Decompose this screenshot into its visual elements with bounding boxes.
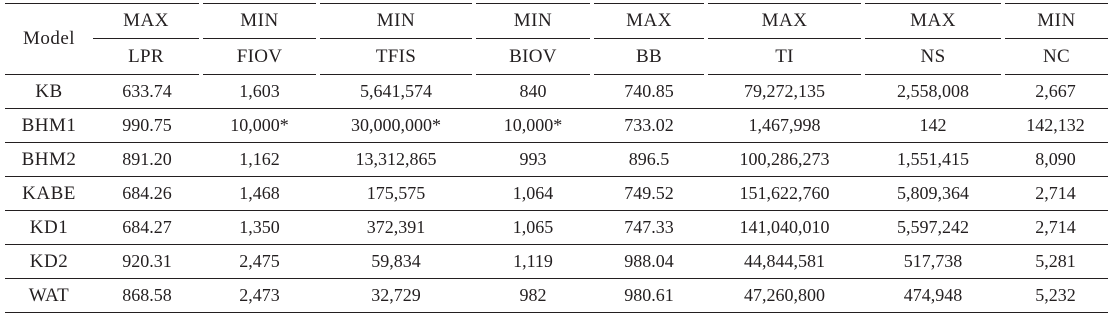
metric-header: NC [1003,39,1108,75]
table-cell: 993 [474,143,592,177]
table-cell: 474,948 [863,279,1003,313]
table-cell: 1,119 [474,245,592,279]
table-cell: 175,575 [318,177,474,211]
table-cell: 47,260,800 [706,279,863,313]
direction-header: MIN [1003,4,1108,39]
model-name-cell: KABE [5,177,93,211]
table-cell: 59,834 [318,245,474,279]
table-cell: 8,090 [1003,143,1108,177]
direction-header: MAX [863,4,1003,39]
metric-header: BB [592,39,706,75]
table-cell: 2,714 [1003,211,1108,245]
table-cell: 5,809,364 [863,177,1003,211]
direction-header-row [5,4,1108,39]
metric-header-row [5,39,1108,75]
table-row [5,75,1108,109]
direction-header: MIN [474,4,592,39]
table-header [5,4,1108,75]
table-cell: 1,162 [201,143,318,177]
table-row [5,109,1108,143]
table-cell: 747.33 [592,211,706,245]
table-cell: 2,667 [1003,75,1108,109]
table-cell: 733.02 [592,109,706,143]
table-cell: 2,558,008 [863,75,1003,109]
direction-header: MAX [706,4,863,39]
table-cell: 5,641,574 [318,75,474,109]
table-cell: 100,286,273 [706,143,863,177]
direction-header: MIN [201,4,318,39]
metric-header: FIOV [201,39,318,75]
table-cell: 982 [474,279,592,313]
table-cell: 44,844,581 [706,245,863,279]
table-cell: 10,000* [201,109,318,143]
table-row [5,279,1108,313]
table-cell: 5,597,242 [863,211,1003,245]
table-cell: 740.85 [592,75,706,109]
table-cell: 990.75 [93,109,201,143]
metric-header: BIOV [474,39,592,75]
table-row [5,143,1108,177]
table-cell: 79,272,135 [706,75,863,109]
table-cell: 891.20 [93,143,201,177]
model-name-cell: BHM1 [5,109,93,143]
table-cell: 2,473 [201,279,318,313]
table-cell: 30,000,000* [318,109,474,143]
table-cell: 1,064 [474,177,592,211]
table-cell: 5,281 [1003,245,1108,279]
table-cell: 10,000* [474,109,592,143]
model-name-cell: BHM2 [5,143,93,177]
table-cell: 896.5 [592,143,706,177]
table-cell: 633.74 [93,75,201,109]
table-cell: 1,468 [201,177,318,211]
direction-header: MAX [93,4,201,39]
table-cell: 142 [863,109,1003,143]
table-cell: 868.58 [93,279,201,313]
results-table [5,3,1108,313]
table-cell: 1,350 [201,211,318,245]
table-cell: 13,312,865 [318,143,474,177]
table-cell: 5,232 [1003,279,1108,313]
table-cell: 920.31 [93,245,201,279]
table-cell: 142,132 [1003,109,1108,143]
table-body [5,75,1108,313]
table-cell: 32,729 [318,279,474,313]
table-cell: 1,603 [201,75,318,109]
table-cell: 684.26 [93,177,201,211]
table-row [5,245,1108,279]
model-name-cell: KB [5,75,93,109]
table-cell: 1,551,415 [863,143,1003,177]
table-cell: 1,467,998 [706,109,863,143]
metric-header: TI [706,39,863,75]
metric-header: LPR [93,39,201,75]
table-cell: 749.52 [592,177,706,211]
model-name-cell: KD1 [5,211,93,245]
table-cell: 988.04 [592,245,706,279]
table-cell: 151,622,760 [706,177,863,211]
direction-header: MAX [592,4,706,39]
table-row [5,177,1108,211]
table-cell: 840 [474,75,592,109]
model-name-cell: KD2 [5,245,93,279]
table-row [5,211,1108,245]
table-cell: 2,714 [1003,177,1108,211]
table-cell: 980.61 [592,279,706,313]
table-cell: 2,475 [201,245,318,279]
table-cell: 372,391 [318,211,474,245]
metric-header: TFIS [318,39,474,75]
table-cell: 684.27 [93,211,201,245]
table-cell: 1,065 [474,211,592,245]
table-cell: 141,040,010 [706,211,863,245]
metric-header: NS [863,39,1003,75]
table-cell: 517,738 [863,245,1003,279]
model-name-cell: WAT [5,279,93,313]
model-column-header: Model [5,4,93,75]
direction-header: MIN [318,4,474,39]
